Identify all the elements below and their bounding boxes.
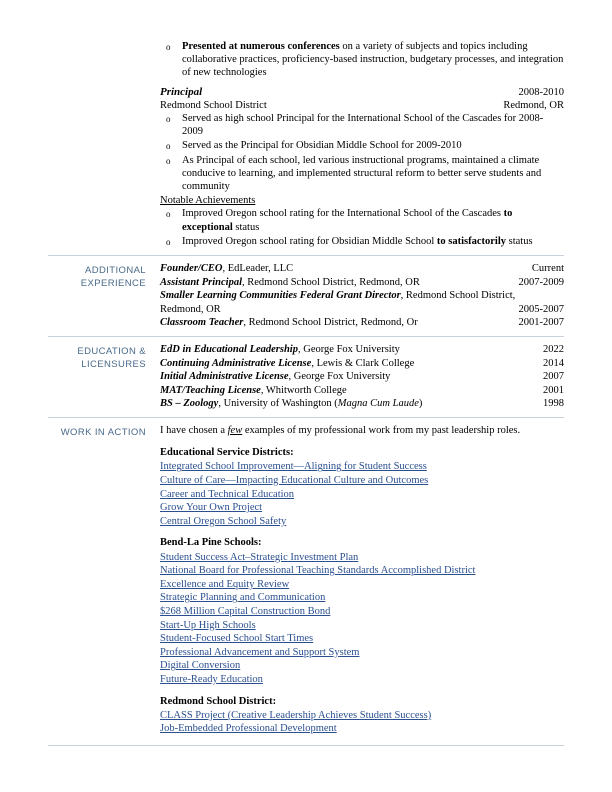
bullet-rest: on a variety of subjects and topics including collaborative practices, proficiency-based instruction, budgetary processes, and integration of new technologies: [182, 41, 564, 79]
work-link[interactable]: CLASS Project (Creative Leadership Achieves Student Success): [160, 709, 432, 721]
entry-text: [160, 384, 355, 398]
entry-rest: , George Fox University: [288, 371, 391, 383]
list-item: [160, 235, 564, 248]
experience-entry-continuation: [160, 303, 564, 317]
entry-date: 2022: [543, 344, 564, 356]
notable-achievements-label: Notable Achievements: [160, 195, 256, 207]
work-link[interactable]: Digital Conversion: [160, 660, 241, 672]
intro-pre: I have chosen a: [160, 424, 228, 436]
entry-text: [160, 397, 430, 411]
entry-rest: , Whitworth College: [260, 384, 347, 396]
work-link[interactable]: Professional Advancement and Support System: [160, 646, 360, 658]
work-link[interactable]: Job-Embedded Professional Development: [160, 723, 337, 735]
list-item: o Served as high school Principal for the International School of the Cascades for 2008-2009: [160, 112, 564, 138]
work-in-action-section: [48, 418, 564, 750]
work-link[interactable]: National Board for Professional Teaching Standards Accomplished District: [160, 565, 476, 577]
entry-title: Founder/CEO: [160, 263, 223, 275]
group-heading: Educational Service Districts:: [160, 447, 294, 459]
entry-title: Classroom Teacher: [160, 317, 244, 329]
group-heading: Redmond School District:: [160, 695, 277, 707]
entry-rest: , EdLeader, LLC: [222, 263, 294, 275]
work-link[interactable]: $268 Million Capital Construction Bond: [160, 605, 331, 617]
entry-text: [160, 343, 408, 357]
section-label-empty: [48, 40, 156, 255]
footer-divider: [48, 745, 564, 746]
education-entry: [160, 370, 564, 384]
entry-date: 2007-2009: [518, 276, 564, 288]
experience-entry: [160, 316, 564, 330]
entry-title: MAT/Teaching License: [160, 384, 261, 396]
entry-date: 2014: [543, 357, 564, 369]
list-item: o Served as the Principal for Obsidian Middle School for 2009-2010: [160, 139, 564, 152]
achievement-pre: Improved Oregon school rating for the International School of the Cascades: [182, 208, 504, 220]
entry-title: BS – Zoology: [160, 398, 219, 410]
label-line-1: ADDITIONAL: [84, 265, 146, 277]
entry-text: [160, 262, 301, 276]
entry-italic-tail: Magna Cum Laude: [337, 398, 419, 410]
bullet-lead: Presented at numerous conferences: [182, 41, 340, 52]
entry-date: 2007: [543, 371, 564, 383]
entry-title: Initial Administrative License: [160, 371, 289, 383]
achievement-bold: to exceptional: [182, 208, 513, 233]
work-in-action-content: [156, 424, 564, 744]
entry-text: [160, 316, 426, 330]
education-entry: [160, 357, 564, 371]
education-section: [48, 337, 564, 417]
list-item: [160, 207, 564, 233]
continuation-content: [156, 40, 564, 255]
group-heading: Bend-La Pine Schools:: [160, 537, 262, 549]
entry-rest: , Redmond School District, Redmond, OR: [241, 276, 420, 288]
education-entry: [160, 343, 564, 357]
education-entry: [160, 384, 564, 398]
job-employer: Redmond School District: [160, 99, 267, 111]
work-in-action-intro: [160, 424, 564, 437]
entry-rest: , University of Washington (: [218, 398, 338, 410]
achievement-post: status: [505, 235, 533, 247]
entry-text: [160, 276, 428, 290]
entry-date: 2001-2007: [518, 317, 564, 329]
entry-date: 2005-2007: [518, 303, 564, 315]
experience-entry: [160, 262, 564, 276]
entry-rest: , Redmond School District,: [400, 290, 516, 302]
list-item: [160, 40, 564, 80]
continuation-section: [48, 40, 564, 255]
work-link[interactable]: Central Oregon School Safety: [160, 515, 287, 527]
list-item: o As Principal of each school, led various instructional programs, maintained a climate conducive to learning, and implemented structural reform to better serve students and community: [160, 154, 564, 194]
job-employer-row: [160, 99, 564, 112]
label-line-2: LICENSURES: [81, 359, 146, 371]
intro-italic: few: [227, 424, 243, 436]
work-link[interactable]: Start-Up High Schools: [160, 619, 256, 631]
work-link[interactable]: Career and Technical Education: [160, 488, 295, 500]
job-header: [160, 86, 564, 99]
entry-text: [160, 370, 398, 384]
job-bullet-list: [160, 112, 564, 193]
experience-entry: [160, 276, 564, 290]
achievement-pre: Improved Oregon school rating for Obsidian Middle School: [182, 235, 437, 247]
presented-bullet-list: [160, 40, 564, 80]
additional-experience-section: [48, 256, 564, 336]
label-line-1: WORK IN ACTION: [60, 426, 146, 438]
additional-experience-content: [156, 262, 564, 330]
job-location: Redmond, OR: [503, 99, 564, 111]
work-link[interactable]: Strategic Planning and Communication: [160, 592, 326, 604]
entry-text: [160, 357, 422, 371]
work-link[interactable]: Student-Focused School Start Times: [160, 633, 314, 645]
work-link[interactable]: Student Success Act–Strategic Investment Plan: [160, 551, 359, 563]
job-dates: 2008-2010: [518, 86, 564, 98]
entry-rest2: ): [418, 398, 423, 410]
entry-date: 1998: [543, 398, 564, 410]
entry-title: Assistant Principal: [160, 276, 242, 288]
achievement-bold: to satisfactorily: [436, 235, 506, 247]
entry-title: Smaller Learning Communities Federal Grant Director: [160, 290, 401, 302]
section-label-additional-experience: [48, 262, 156, 330]
entry-second-line: Redmond, OR: [160, 303, 221, 315]
work-link[interactable]: Grow Your Own Project: [160, 502, 263, 514]
achievements-list: [160, 207, 564, 248]
entry-title: Continuing Administrative License: [160, 357, 312, 369]
experience-entry: [160, 289, 564, 303]
label-line-1: EDUCATION &: [77, 346, 146, 358]
entry-date: 2001: [543, 384, 564, 396]
work-link[interactable]: Culture of Care—Impacting Educational Culture and Outcomes: [160, 474, 429, 486]
entry-rest: , George Fox University: [297, 344, 400, 356]
entry-date: Current: [531, 263, 564, 275]
education-content: [156, 343, 564, 411]
entry-rest: , Redmond School District, Redmond, Or: [243, 317, 418, 329]
section-label-education: [48, 343, 156, 411]
entry-title: EdD in Educational Leadership: [160, 344, 298, 356]
label-line-2: EXPERIENCE: [80, 278, 146, 290]
work-link[interactable]: Excellence and Equity Review: [160, 578, 290, 590]
work-link[interactable]: Future-Ready Education: [160, 673, 263, 685]
job-title: Principal: [160, 85, 203, 98]
section-label-work-in-action: [48, 424, 156, 744]
education-entry: [160, 397, 564, 411]
work-link[interactable]: Integrated School Improvement—Aligning for Student Success: [160, 461, 427, 473]
intro-post: examples of my professional work from my past leadership roles.: [242, 424, 521, 436]
entry-rest: , Lewis & Clark College: [311, 357, 415, 369]
achievement-post: status: [232, 221, 260, 233]
